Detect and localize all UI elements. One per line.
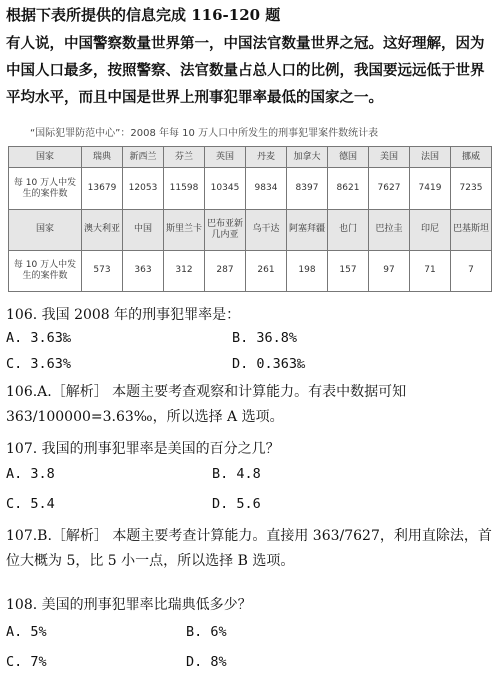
table-cell: 10345 [205,168,246,209]
question-108: 108. 美国的刑事犯罪率比瑞典低多少？ [6,597,252,613]
table-row [9,147,492,168]
table-cell: 巴拉圭 [369,209,410,250]
table-cell: 7627 [369,168,410,209]
option-d: D. 0.363‰ [232,356,306,372]
question-107: 107. 我国的刑事犯罪率是美国的百分之几？ [6,441,280,457]
table-cell: 也门 [328,209,369,250]
table-cell: 7419 [410,168,451,209]
option-a: A. 3.63‰ [6,330,72,346]
table-cell: 巴布亚新几内亚 [205,209,246,250]
option-d: D. 5.6 [212,496,261,512]
table-cell: 312 [164,250,205,291]
table-cell: 71 [410,250,451,291]
table-cell: 157 [328,250,369,291]
table-cell: 巴基斯坦 [451,209,492,250]
row-header: 每 10 万人中发生的案件数 [9,250,82,291]
option-b: B. 36.8% [232,330,298,346]
table-cell: 芬兰 [164,147,205,168]
table-cell: 中国 [123,209,164,250]
table-cell: 287 [205,250,246,291]
table-cell: 挪威 [451,147,492,168]
table-cell: 新西兰 [123,147,164,168]
option-c: C. 7% [6,654,47,670]
table-cell: 13679 [82,168,123,209]
explanation-107: 107.B.［解析］ 本题主要考查计算能力。直接用 363/7627，利用直除法，首位大概为 5，比 5 小一点，所以选择 B 选项。 [6,528,492,569]
table-cell: 7 [451,250,492,291]
table-cell: 363 [123,250,164,291]
table-cell: 9834 [246,168,287,209]
section-heading: 根据下表所提供的信息完成 116-120 题 [6,6,281,24]
option-c: C. 5.4 [6,496,55,512]
intro-paragraph: 有人说，中国警察数量世界第一，中国法官数量世界之冠。这好理解，因为中国人口最多，按照警察、法官数量占总人口的比例，我国要远远低于世界平均水平，而且中国是世界上刑事犯罪率最低的国家之一。 [6,35,485,106]
option-b: B. 4.8 [212,466,261,482]
explanation-106: 106.A.［解析］ 本题主要考查观察和计算能力。有表中数据可知 363/100000=3.63‰，所以选择 A 选项。 [6,384,407,425]
table-row [9,250,492,291]
table-cell: 11598 [164,168,205,209]
option-d: D. 8% [186,654,227,670]
table-cell: 261 [246,250,287,291]
question-106: 106. 我国 2008 年的刑事犯罪率是： [6,307,241,323]
row-header: 每 10 万人中发生的案件数 [9,168,82,209]
table-cell: 阿塞拜疆 [287,209,328,250]
table-title: “国际犯罪防范中心”：2008 年每 10 万人口中所发生的刑事犯罪案件数统计表 [30,128,379,139]
row-header: 国家 [9,209,82,250]
table-cell: 8621 [328,168,369,209]
crime-stats-table [8,146,492,292]
table-cell: 瑞典 [82,147,123,168]
table-cell: 德国 [328,147,369,168]
table-row [9,209,492,250]
table-cell: 7235 [451,168,492,209]
option-a: A. 3.8 [6,466,55,482]
table-cell: 印尼 [410,209,451,250]
table-row [9,168,492,209]
table-cell: 8397 [287,168,328,209]
table-cell: 573 [82,250,123,291]
table-cell: 英国 [205,147,246,168]
table-cell: 12053 [123,168,164,209]
table-cell: 加拿大 [287,147,328,168]
option-b: B. 6% [186,624,227,640]
option-a: A. 5% [6,624,47,640]
table-cell: 美国 [369,147,410,168]
table-cell: 丹麦 [246,147,287,168]
table-cell: 乌干达 [246,209,287,250]
table-cell: 198 [287,250,328,291]
table-cell: 澳大利亚 [82,209,123,250]
row-header: 国家 [9,147,82,168]
table-cell: 斯里兰卡 [164,209,205,250]
option-c: C. 3.63% [6,356,72,372]
table-cell: 97 [369,250,410,291]
table-cell: 法国 [410,147,451,168]
